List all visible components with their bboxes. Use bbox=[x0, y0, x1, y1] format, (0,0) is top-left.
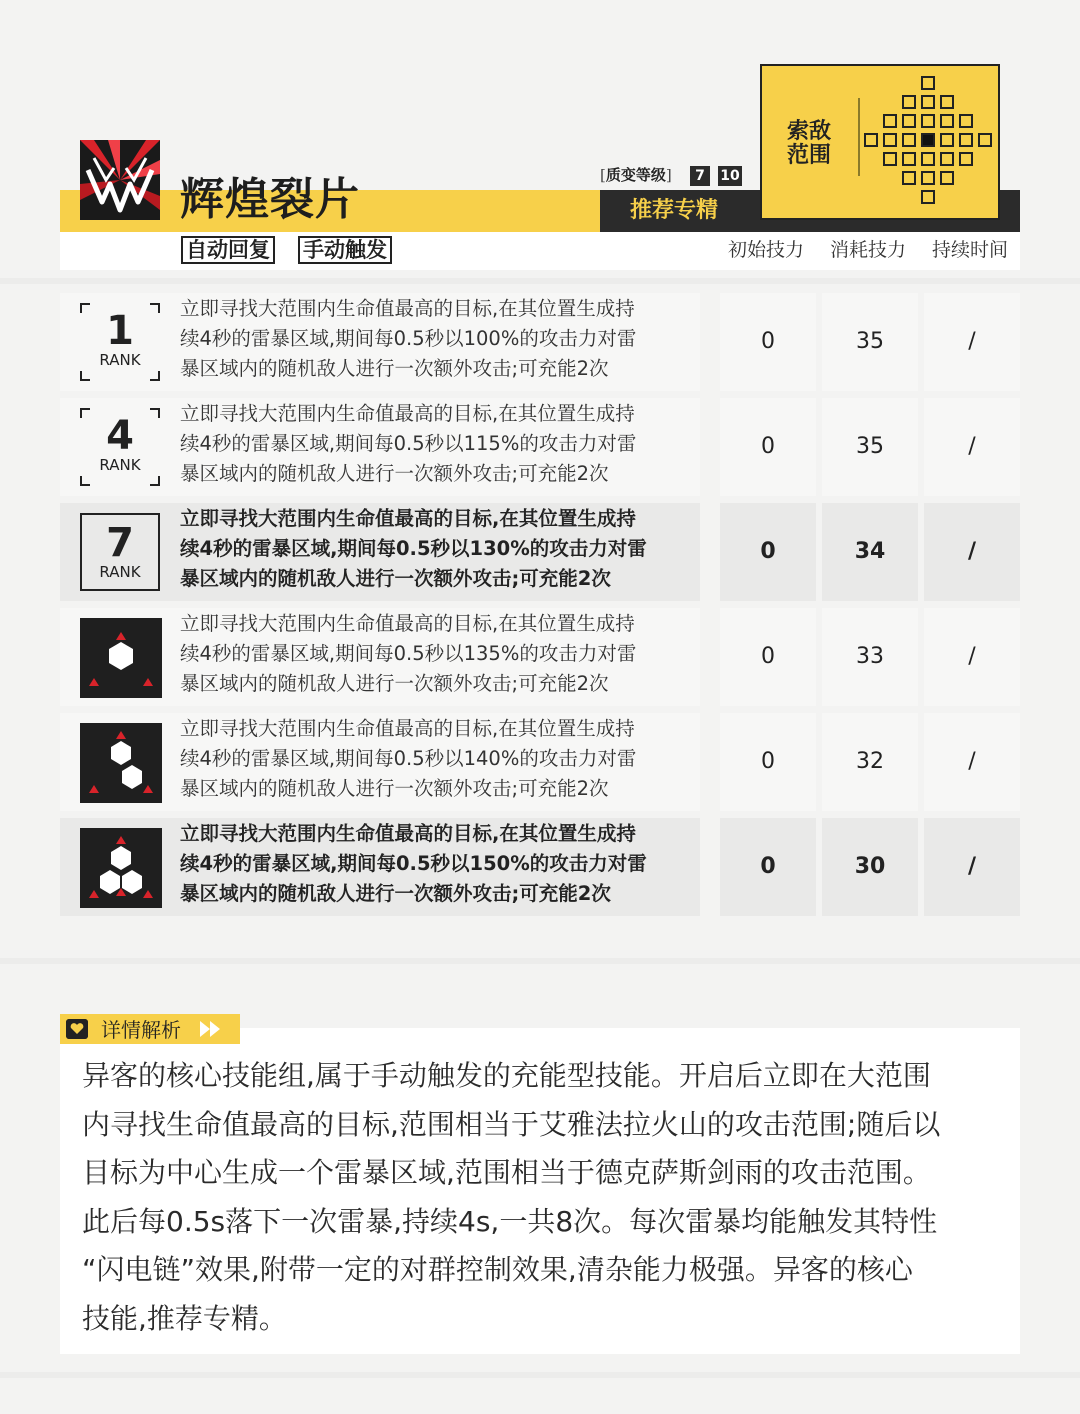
range-cell bbox=[978, 133, 992, 147]
skill-description: 立即寻找大范围内生命值最高的目标,在其位置生成持 续4秒的雷暴区域,期间每0.5秒以100%的攻击力对雷 暴区域内的随机敌人进行一次额外攻击;可充能2次 bbox=[180, 297, 637, 380]
range-cell bbox=[902, 114, 916, 128]
mutation-level-10: 10 bbox=[718, 166, 742, 186]
skill-description: 立即寻找大范围内生命值最高的目标,在其位置生成持 续4秒的雷暴区域,期间每0.5秒以150%的攻击力对雷 暴区域内的随机敌人进行一次额外攻击;可充能2次 bbox=[180, 822, 647, 905]
duration: / bbox=[924, 293, 1020, 391]
range-cell bbox=[902, 133, 916, 147]
skill-description: 立即寻找大范围内生命值最高的目标,在其位置生成持 续4秒的雷暴区域,期间每0.5秒以130%的攻击力对雷 暴区域内的随机敌人进行一次额外攻击;可充能2次 bbox=[180, 507, 647, 590]
mastery-3-icon bbox=[80, 828, 162, 908]
table-row bbox=[0, 398, 1080, 496]
fast-forward-icon bbox=[200, 1021, 222, 1037]
table-row bbox=[0, 293, 1080, 391]
col-duration: 持续时间 bbox=[932, 239, 1009, 261]
range-cell bbox=[864, 133, 878, 147]
range-cell bbox=[921, 190, 935, 204]
range-cell bbox=[959, 114, 973, 128]
range-cell bbox=[883, 133, 897, 147]
rank-badge: 7 RANK bbox=[80, 513, 160, 591]
range-cell bbox=[902, 171, 916, 185]
range-cell bbox=[921, 133, 935, 147]
tag-auto-recovery: 自动回复 bbox=[181, 236, 275, 264]
initial-sp: 0 bbox=[720, 503, 816, 601]
analysis-text: 异客的核心技能组,属于手动触发的充能型技能。开启后立即在大范围 内寻找生命值最高的目标,范围相当于艾雅法拉火山的攻击范围;随后以 目标为中心生成一个雷暴区域,范围相当于德克萨斯剑雨的攻击范围。 此后每0.5s落下一次雷暴,持续4s,一共8次。每次雷暴均能触发其特性 “闪电链”效果,附带一定的对群控制效果,清杂能力极强。异客的核心 技能,推荐专精。 bbox=[82, 1059, 941, 1335]
sp-cost: 35 bbox=[822, 293, 918, 391]
initial-sp: 0 bbox=[720, 293, 816, 391]
sp-cost: 35 bbox=[822, 398, 918, 496]
range-cell bbox=[883, 114, 897, 128]
range-cell bbox=[902, 152, 916, 166]
initial-sp: 0 bbox=[720, 398, 816, 496]
table-row bbox=[0, 818, 1080, 916]
table-row bbox=[0, 608, 1080, 706]
recommend-label: 推荐专精 bbox=[630, 198, 719, 223]
sp-cost: 30 bbox=[822, 818, 918, 916]
mastery-2-icon bbox=[80, 723, 162, 803]
range-cell bbox=[940, 152, 954, 166]
range-cell bbox=[921, 171, 935, 185]
rank-badge: 4 RANK bbox=[80, 408, 160, 486]
duration: / bbox=[924, 713, 1020, 811]
duration: / bbox=[924, 503, 1020, 601]
range-cell bbox=[921, 114, 935, 128]
range-cell bbox=[959, 133, 973, 147]
table-row bbox=[0, 503, 1080, 601]
table-row bbox=[0, 713, 1080, 811]
range-cell bbox=[940, 114, 954, 128]
sp-cost: 34 bbox=[822, 503, 918, 601]
mastery-1-icon bbox=[80, 618, 162, 698]
duration: / bbox=[924, 608, 1020, 706]
skill-description: 立即寻找大范围内生命值最高的目标,在其位置生成持 续4秒的雷暴区域,期间每0.5秒以135%的攻击力对雷 暴区域内的随机敌人进行一次额外攻击;可充能2次 bbox=[180, 612, 637, 695]
duration: / bbox=[924, 818, 1020, 916]
range-cell bbox=[902, 95, 916, 109]
skill-name: 辉煌裂片 bbox=[180, 174, 360, 225]
range-cell bbox=[921, 152, 935, 166]
mutation-level-7: 7 bbox=[690, 166, 710, 186]
range-cell bbox=[959, 152, 973, 166]
duration: / bbox=[924, 398, 1020, 496]
heart-icon bbox=[66, 1019, 88, 1039]
rank-badge: 1 RANK bbox=[80, 303, 160, 381]
range-cell bbox=[883, 152, 897, 166]
sp-cost: 32 bbox=[822, 713, 918, 811]
range-cell bbox=[940, 133, 954, 147]
range-cell bbox=[921, 76, 935, 90]
skill-icon bbox=[80, 140, 160, 220]
tag-manual-trigger: 手动触发 bbox=[298, 236, 392, 264]
skill-description: 立即寻找大范围内生命值最高的目标,在其位置生成持 续4秒的雷暴区域,期间每0.5秒以115%的攻击力对雷 暴区域内的随机敌人进行一次额外攻击;可充能2次 bbox=[180, 402, 637, 485]
sp-cost: 33 bbox=[822, 608, 918, 706]
initial-sp: 0 bbox=[720, 713, 816, 811]
skill-description: 立即寻找大范围内生命值最高的目标,在其位置生成持 续4秒的雷暴区域,期间每0.5秒以140%的攻击力对雷 暴区域内的随机敌人进行一次额外攻击;可充能2次 bbox=[180, 717, 637, 800]
mutation-level-label: [质变等级] bbox=[600, 166, 672, 184]
col-sp-cost: 消耗技力 bbox=[830, 239, 907, 261]
range-cell bbox=[921, 95, 935, 109]
range-cell bbox=[940, 95, 954, 109]
initial-sp: 0 bbox=[720, 818, 816, 916]
range-label: 索敌 范围 bbox=[786, 119, 831, 168]
range-cell bbox=[940, 171, 954, 185]
analysis-title: 详情解析 bbox=[101, 1018, 181, 1042]
col-initial-sp: 初始技力 bbox=[728, 239, 805, 261]
initial-sp: 0 bbox=[720, 608, 816, 706]
